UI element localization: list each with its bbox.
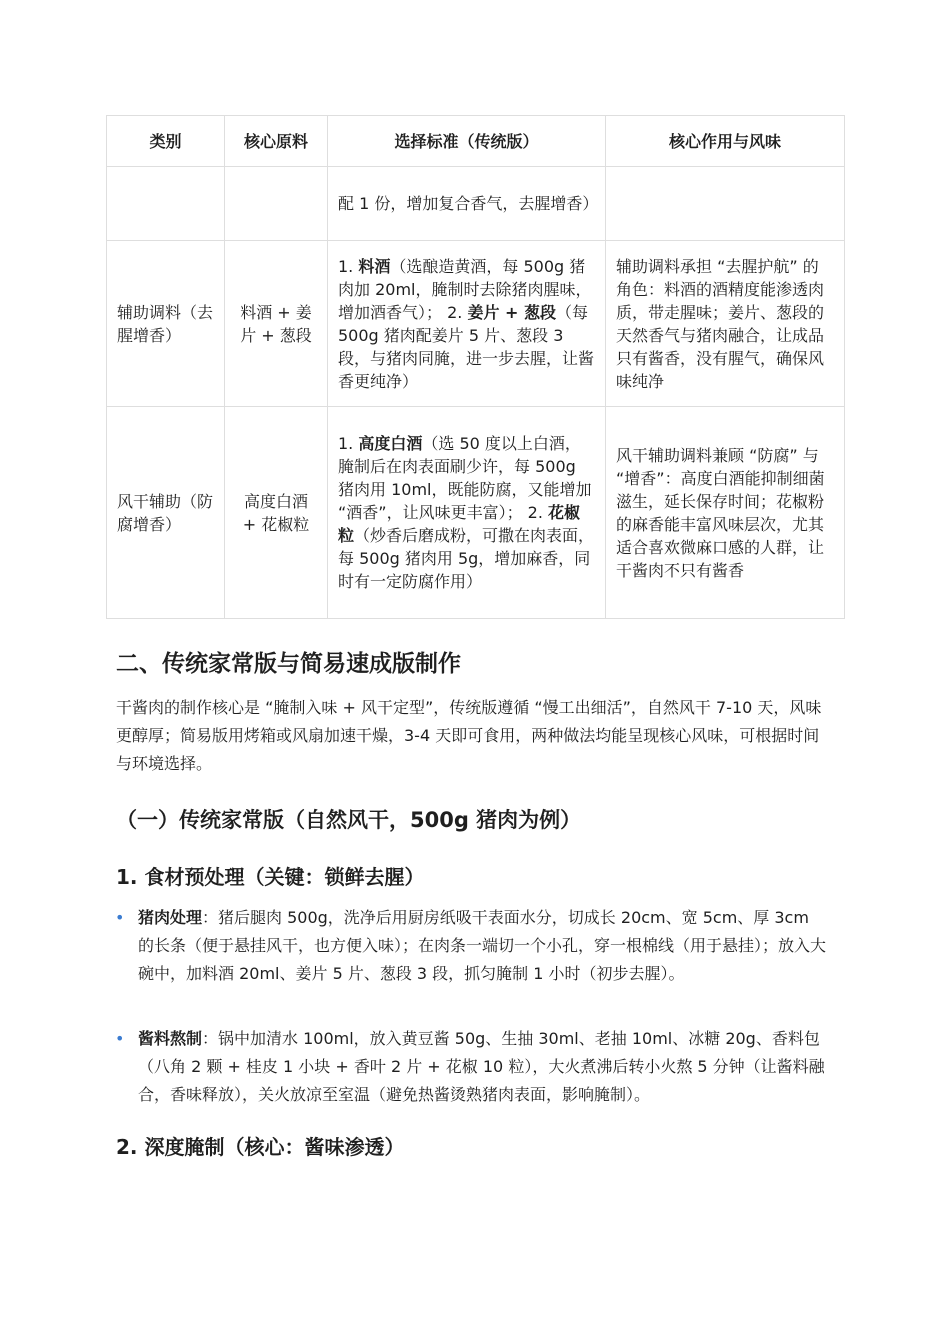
cell-ingredient: 料酒 + 姜片 + 葱段 [225, 241, 328, 407]
standard-text: （炒香后磨成粉，可撒在肉表面，每 500g 猪肉用 5g，增加麻香，同时有一定防腐作用） [338, 526, 595, 591]
standard-keyword: 高度白酒 [358, 434, 423, 453]
header-effect: 核心作用与风味 [606, 116, 845, 167]
standard-keyword: 姜片 + 葱段 [467, 302, 557, 322]
header-ingredient: 核心原料 [225, 116, 328, 167]
step-heading: 1. 食材预处理（关键：锁鲜去腥） [116, 865, 425, 889]
list-item-text: ：猪后腿肉 500g，洗净后用厨房纸吸干表面水分，切成长 20cm、宽 5cm、厚 3cm 的长条（便于悬挂风干，也方便入味）；在肉条一端切一个小孔，穿一根棉线（用于悬挂）；放入大碗中，加料酒 20ml、姜片 5 片、葱段 3 段，抓匀腌制 1 小时（初步去腥）。 [138, 908, 827, 983]
cell-effect: 辅助调料承担 “去腥护航” 的角色：料酒的酒精度能渗透肉质，带走腥味；姜片、葱段的天然香气与猪肉融合，让成品只有酱香，没有腥气，确保风味纯净 [606, 241, 845, 407]
list-item-text: ：锅中加清水 100ml，放入黄豆酱 50g、生抽 30ml、老抽 10ml、冰糖 20g、香料包（八角 2 颗 + 桂皮 1 小块 + 香叶 2 片 + 花椒 10 粒），大火煮沸后转小火熬 5 分钟（让酱料融合，香味释放），关火放凉至室温（避免热酱烫熟猪肉表面，影响腌制）。 [138, 1029, 825, 1104]
list-item-label: 猪肉处理 [138, 908, 203, 927]
cell-category [107, 167, 225, 241]
cell-effect [606, 167, 845, 241]
cell-standard: 配 1 份，增加复合香气，去腥增香） [328, 167, 606, 241]
list-item [115, 1025, 828, 1109]
list-item [115, 904, 828, 988]
ingredients-table [106, 115, 845, 619]
standard-text: （每 500g 猪肉配姜片 5 片、葱段 3 段，与猪肉同腌，进一步去腥，让酱香更纯净） [338, 302, 595, 391]
bullet-dot-icon: • [115, 1029, 125, 1048]
list-item-label: 酱料熬制 [138, 1029, 203, 1048]
table-row [107, 407, 845, 619]
section-heading: 二、传统家常版与简易速成版制作 [116, 651, 461, 677]
cell-standard [328, 241, 606, 407]
header-standard: 选择标准（传统版） [328, 116, 606, 167]
standard-keyword: 料酒 [358, 256, 391, 276]
header-category: 类别 [107, 116, 225, 167]
standard-text: （选 50 度以上白酒，腌制后在肉表面刷少许，每 500g 猪肉用 10ml，既能防腐，又能增加 “酒香”，让风味更丰富）； 2. [338, 434, 592, 522]
cell-effect: 风干辅助调料兼顾 “防腐” 与 “增香”：高度白酒能抑制细菌滋生，延长保存时间；花椒粉的麻香能丰富风味层次，尤其适合喜欢微麻口感的人群，让干酱肉不只有酱香 [606, 407, 845, 619]
standard-text: （选酿造黄酒，每 500g 猪肉加 20ml，腌制时去除猪肉腥味，增加酒香气）； 2. [338, 256, 592, 322]
cell-ingredient: 高度白酒 + 花椒粒 [225, 407, 328, 619]
step-heading: 2. 深度腌制（核心：酱味渗透） [116, 1135, 405, 1159]
cell-ingredient [225, 167, 328, 241]
bullet-dot-icon: • [115, 908, 125, 927]
table-header-row [107, 116, 845, 167]
table-row [107, 167, 845, 241]
standard-text: 1. [338, 434, 359, 453]
table-row [107, 241, 845, 407]
section-intro: 干酱肉的制作核心是 “腌制入味 + 风干定型”，传统版遵循 “慢工出细活”，自然风干 7-10 天，风味更醇厚；简易版用烤箱或风扇加速干燥，3-4 天即可食用，两种做法均能呈现核心风味，可根据时间与环境选择。 [116, 698, 822, 773]
subsection-heading: （一）传统家常版（自然风干，500g 猪肉为例） [116, 808, 582, 832]
cell-category: 辅助调料（去腥增香） [107, 241, 225, 407]
standard-keyword: 花椒粒 [338, 503, 581, 545]
standard-text: 1. [338, 256, 359, 276]
cell-standard [328, 407, 606, 619]
cell-category: 风干辅助（防腐增香） [107, 407, 225, 619]
